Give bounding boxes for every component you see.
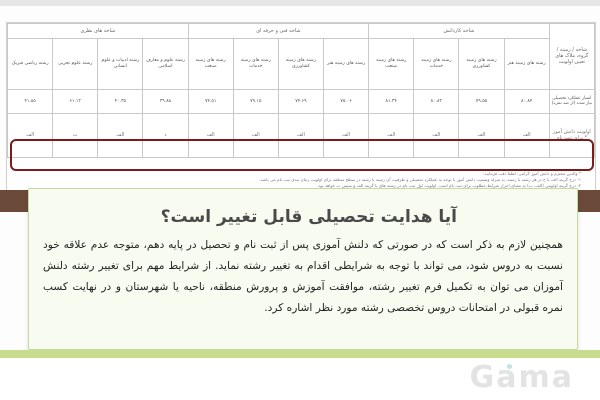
avg-cell: ۸۰.۸۴	[504, 89, 549, 113]
table-notes	[41, 171, 581, 189]
avg-cell: ۷۹.۵۵	[459, 89, 504, 113]
avg-cell: ۷۹.۱۵	[233, 89, 278, 113]
avg-cell: ۷۴.۶۹	[278, 89, 323, 113]
avg-cell: ۷۵.۰۶	[323, 89, 368, 113]
field-header: رشته های زمینه کشاورزی	[459, 38, 504, 89]
priority-cell: الف	[278, 113, 323, 157]
avg-cell: ۶۱.۱۲	[53, 89, 98, 113]
avg-cell: ۸۱.۳۴	[369, 89, 414, 113]
priority-cell: الف	[459, 113, 504, 157]
field-header: رشته های زمینه صنعت	[369, 38, 414, 89]
decor-green-strip	[0, 350, 600, 358]
gama-logo: Gama	[469, 360, 574, 395]
field-header: رشته های زمینه هنر	[323, 38, 368, 89]
priority-cell: الف	[8, 113, 53, 157]
guidance-table	[7, 23, 595, 158]
field-header: رشته های زمینه هنر	[504, 38, 549, 89]
priority-cell: الف	[98, 113, 143, 157]
group-kardanesh: شاخه کاردانش	[369, 24, 550, 39]
avg-cell: ۳۹.۸۸	[143, 89, 188, 113]
avg-cell: ۴۰.۳۵	[98, 89, 143, 113]
row-header-cell: شاخه / زمینه / گروه، ملاک های تعیین اولویت	[549, 24, 594, 90]
avg-cell: ۴۱.۸۵	[8, 89, 53, 113]
average-label: امتیاز عملکرد تحصیلی نیاز شده (از صد نمره)	[549, 89, 594, 113]
group-technical: شاخه فنی و حرفه ای	[188, 24, 369, 39]
priority-label: اولویت دانش آموز برای ثبت نام *	[549, 113, 594, 157]
avg-cell: ۸۰.۸۲	[414, 89, 459, 113]
priority-row-highlight	[10, 139, 594, 171]
field-header: رشته های زمینه صنعت	[188, 38, 233, 89]
panel-body: همچنین لازم به ذکر است که در صورتی که دلنش آموزی پس از ثبت نام و تحصیل در پایه دهم، متوجه عدم علاقه خود نسبت به دروس شود، می تواند با توجه به شرایطی اقدام به تغییر رشته نماید. از شرایط مهم برای تغییر رشته دلنش آموزان می توان به تکمیل فرم تغییر رشته، موافقت آموزش و پرورش منطقه، ناحیه یا شهرستان و در نهایت کسب نمره قبولی در امتحانات دروس تخصصی رشته مورد نظر اشاره کرد.	[43, 239, 563, 314]
priority-cell: الف	[369, 113, 414, 157]
priority-cell: ب	[53, 113, 98, 157]
priority-cell: الف	[233, 113, 278, 157]
priority-cell: الف	[323, 113, 368, 157]
field-header: رشته ریاضی فیزیک	[8, 38, 53, 89]
field-header: رشته های زمینه خدمات	[233, 38, 278, 89]
priority-cell: الف	[188, 113, 233, 157]
field-header: رشته های زمینه خدمات	[414, 38, 459, 89]
field-header: رشته ادبیات و علوم انسانی	[98, 38, 143, 89]
note-line: * والدین محترم و دانش آموز گرامی، لطفاً دقت فرمایید:	[483, 171, 581, 176]
field-header: رشته های زمینه کشاورزی	[278, 38, 323, 89]
scanned-document	[6, 22, 596, 194]
panel-title: آیا هدایت تحصیلی قابل تغییر است؟	[160, 207, 457, 227]
field-header: رشته علوم و معارف اسلامی	[143, 38, 188, 89]
avg-cell: ۷۴.۵۱	[188, 89, 233, 113]
priority-cell: الف	[504, 113, 549, 157]
priority-cell: د	[143, 113, 188, 157]
note-line: ۱- درج گزینه الف تا ج در هر رشته یا زمینه، به منزله وضعیت دانش آموز با توجه به عملکرد تحصیلی و ظرفیت آن زمینه یا رشته در سطح منطقه برای اولویت زمان بندی ثبت نام می باشد.	[259, 177, 581, 182]
field-header: رشته علوم تجربی	[53, 38, 98, 89]
info-panel	[28, 188, 578, 350]
priority-cell: الف	[414, 113, 459, 157]
group-theoretical: شاخه های نظری	[8, 24, 189, 39]
note-line: ۲- درج گزینه اولویتی (الف، ب) به معنای احراز شرایط مطلوب برای ثبت نام است. اولویت اول ثبت نام در رشته های با گزینه الف و سپس ب خواهد بود.	[317, 183, 581, 188]
